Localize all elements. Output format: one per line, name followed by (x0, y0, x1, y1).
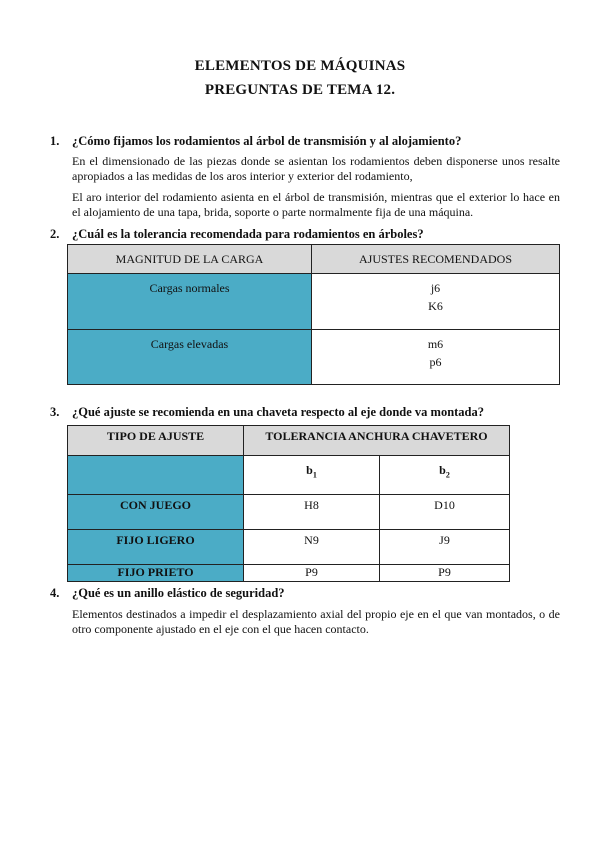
question-2-number: 2. (50, 227, 60, 241)
fits-cell: j6 K6 (312, 274, 560, 330)
table-row (68, 495, 510, 530)
question-3-text: ¿Qué ajuste se recomienda en una chaveta respecto al eje donde va montada? (72, 405, 485, 419)
b1-cell: P9 (244, 565, 380, 582)
answer-1-paragraph-1: En el dimensionado de las piezas donde se asientan los rodamientos deben disponerse unos resalte apropiados a las medidas de los aros interior y exterior del rodamiento, (72, 154, 560, 183)
bearing-tolerance-table (67, 244, 560, 385)
b1-cell: N9 (244, 530, 380, 565)
question-1-number: 1. (50, 134, 60, 148)
answer-1-paragraph-2: El aro interior del rodamiento asienta en el árbol de transmisión, mientras que el exterior lo hace en el alojamiento de una tapa, brida, soporte o parte normalmente fija de una máquina. (72, 190, 560, 219)
table-header-fit-type: TIPO DE AJUSTE (68, 426, 244, 456)
b2-cell: D10 (380, 495, 510, 530)
b2-cell: P9 (380, 565, 510, 582)
question-4 (50, 586, 560, 601)
b2-header: $b_2$ (380, 456, 510, 495)
fits-cell: m6 p6 (312, 330, 560, 385)
b1-cell: H8 (244, 495, 380, 530)
table-header-keyway-tolerance: TOLERANCIA ANCHURA CHAVETERO (244, 426, 510, 456)
table-row (68, 274, 560, 330)
document-title: ELEMENTOS DE MÁQUINAS (194, 58, 406, 74)
question-2-text: ¿Cuál es la tolerancia recomendada para rodamientos en árboles? (72, 227, 424, 241)
table-header-fits: AJUSTES RECOMENDADOS (312, 245, 560, 274)
question-2 (50, 227, 560, 242)
question-3-number: 3. (50, 405, 60, 419)
table-row (68, 530, 510, 565)
table-row (68, 330, 560, 385)
answer-4-paragraph: Elementos destinados a impedir el desplazamiento axial del propio eje en el que van montados, o de otro componente ajustado en el eje con el que hacen contacto. (72, 607, 560, 636)
b2-cell: J9 (380, 530, 510, 565)
fit-type-cell: FIJO LIGERO (68, 530, 244, 565)
b1-header: $b_1$ (244, 456, 380, 495)
table-header-load: MAGNITUD DE LA CARGA (68, 245, 312, 274)
blank-blue-cell (68, 456, 244, 495)
question-1-text: ¿Cómo fijamos los rodamientos al árbol de transmisión y al alojamiento? (72, 134, 462, 148)
question-4-number: 4. (50, 586, 60, 600)
table-row (68, 565, 510, 582)
fit-type-cell: CON JUEGO (68, 495, 244, 530)
fit-type-cell: FIJO PRIETO (68, 565, 244, 582)
load-cell: Cargas normales (68, 274, 312, 330)
document-subtitle: PREGUNTAS DE TEMA 12. (204, 82, 396, 98)
key-fit-table (67, 425, 510, 582)
question-1 (50, 134, 560, 149)
load-cell: Cargas elevadas (68, 330, 312, 385)
question-4-text: ¿Qué es un anillo elástico de seguridad? (72, 586, 285, 600)
question-3 (50, 405, 560, 420)
